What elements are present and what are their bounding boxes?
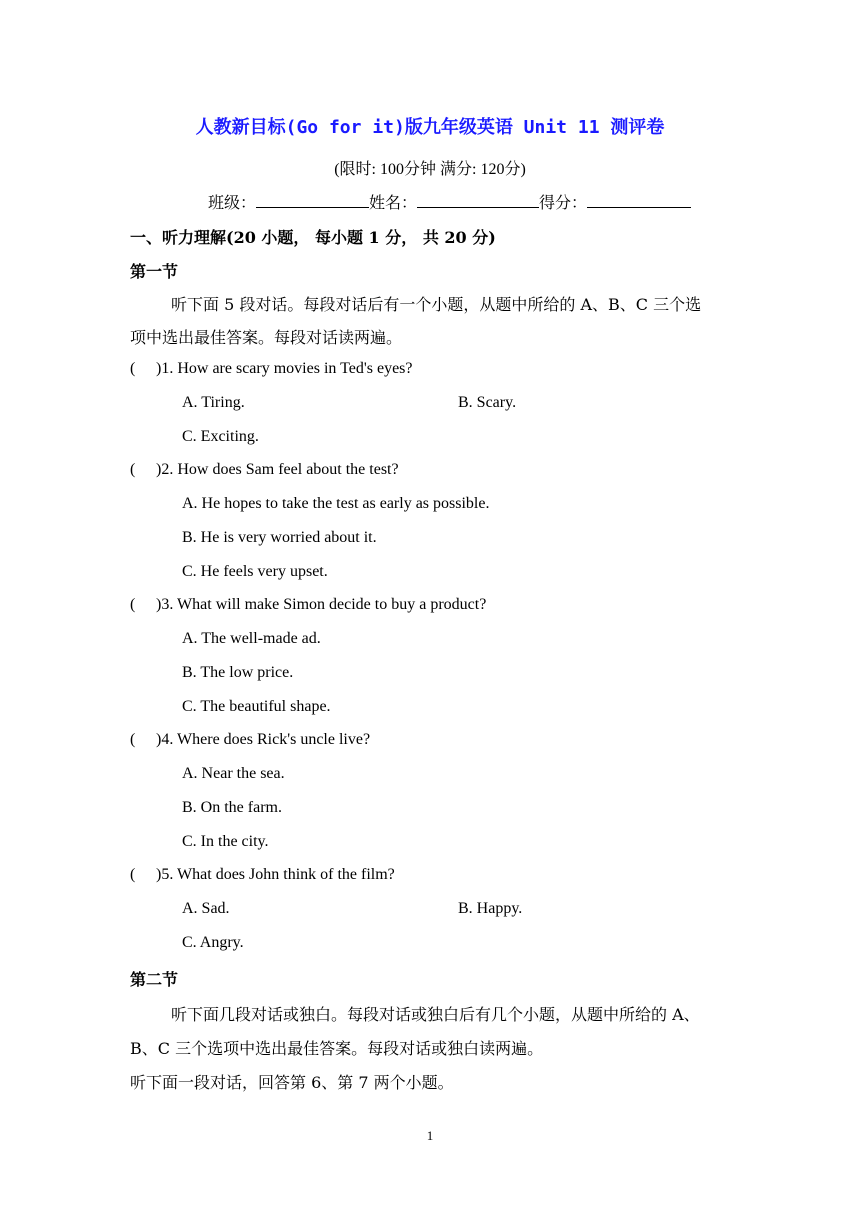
q4-option-c: C. In the city. — [182, 833, 269, 850]
part1-instruction-1: 听下面 5 段对话。每段对话后有一个小题，从题中所给的 A、B、C 三个选 — [171, 295, 702, 314]
part2-label: 第二节 — [130, 970, 179, 989]
question-text: )3. What will make Simon decide to buy a product? — [156, 596, 487, 613]
page-number: 1 — [426, 1128, 434, 1143]
class-label: 班级： — [208, 193, 257, 212]
question-text: )5. What does John think of the film? — [156, 866, 395, 883]
answer-paren[interactable]: ( — [130, 731, 136, 748]
part1-label: 第一节 — [130, 262, 179, 281]
part2-instruction-1: 听下面几段对话或独白。每段对话或独白后有几个小题，从题中所给的 A、 — [171, 1005, 700, 1024]
q2-option-a: A. He hopes to take the test as early as possible. — [182, 495, 490, 512]
score-label: 得分： — [539, 193, 588, 212]
part1-instruction-2: 项中选出最佳答案。每段对话读两遍。 — [130, 328, 403, 347]
answer-paren[interactable]: ( — [130, 461, 136, 478]
question-3 — [130, 596, 486, 614]
q2-option-b: B. He is very worried about it. — [182, 529, 377, 546]
answer-paren[interactable]: ( — [130, 866, 136, 883]
q3-option-a: A. The well-made ad. — [182, 630, 321, 647]
name-label: 姓名： — [369, 193, 418, 212]
question-text: )2. How does Sam feel about the test? — [156, 461, 399, 478]
question-4 — [130, 731, 370, 749]
answer-paren[interactable]: ( — [130, 596, 136, 613]
part2-note: 听下面一段对话，回答第 6、第 7 两个小题。 — [130, 1073, 454, 1092]
part2-instruction-2: B、C 三个选项中选出最佳答案。每段对话或独白读两遍。 — [130, 1039, 544, 1058]
question-text: )4. Where does Rick's uncle live? — [156, 731, 371, 748]
document-title: 人教新目标(Go for it)版九年级英语 Unit 11 测评卷 — [195, 117, 665, 138]
question-1 — [130, 360, 413, 378]
question-5 — [130, 866, 395, 884]
document-subtitle: (限时: 100分钟 满分: 120分) — [334, 161, 526, 178]
q5-option-b: B. Happy. — [458, 900, 523, 917]
class-blank[interactable] — [256, 191, 369, 208]
score-blank[interactable] — [587, 191, 691, 208]
q5-option-a: A. Sad. — [182, 900, 230, 917]
section-heading: 一、听力理解(20 小题， 每小题 1 分， 共 20 分) — [130, 228, 496, 247]
q2-option-c: C. He feels very upset. — [182, 563, 328, 580]
q1-option-c: C. Exciting. — [182, 428, 259, 445]
answer-paren[interactable]: ( — [130, 360, 136, 377]
name-blank[interactable] — [417, 191, 539, 208]
q5-option-c: C. Angry. — [182, 934, 244, 951]
q3-option-b: B. The low price. — [182, 664, 294, 681]
question-text: )1. How are scary movies in Ted's eyes? — [156, 360, 413, 377]
q1-option-a: A. Tiring. — [182, 394, 245, 411]
student-info-line — [208, 190, 691, 213]
question-2 — [130, 461, 399, 479]
q4-option-a: A. Near the sea. — [182, 765, 285, 782]
q4-option-b: B. On the farm. — [182, 799, 282, 816]
q3-option-c: C. The beautiful shape. — [182, 698, 331, 715]
q1-option-b: B. Scary. — [458, 394, 517, 411]
